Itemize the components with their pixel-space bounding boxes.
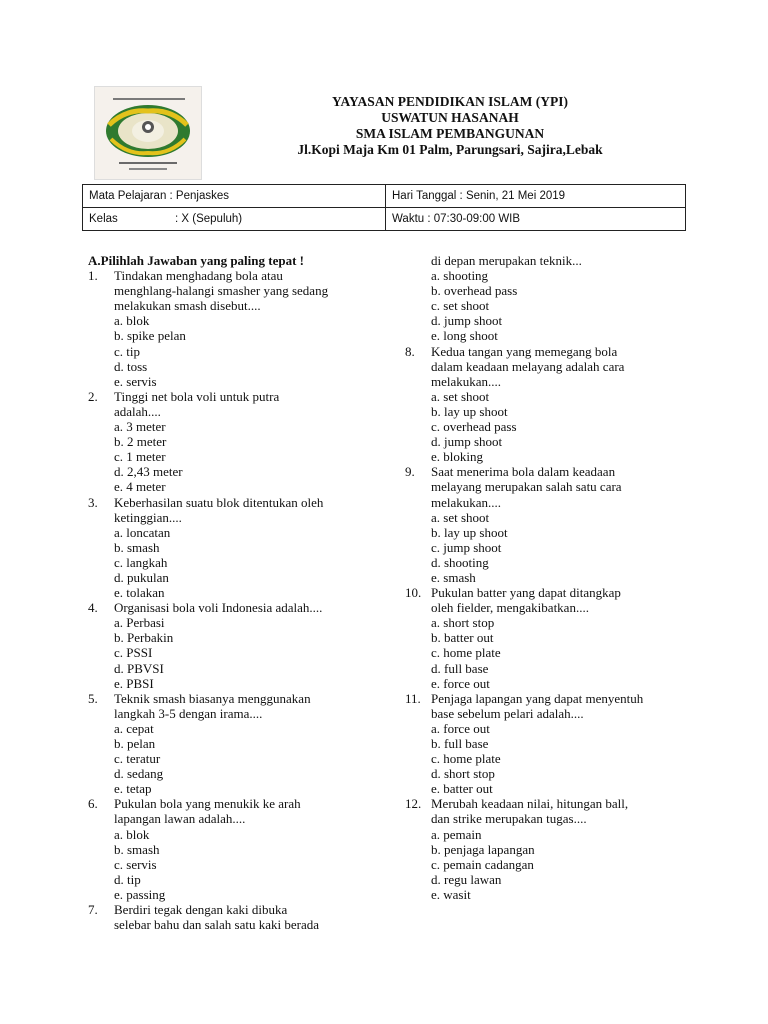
question-text: Saat menerima bola dalam keadaan: [431, 464, 616, 480]
question: [405, 585, 705, 615]
question: [88, 796, 388, 826]
left-column: [88, 253, 388, 932]
answer-option: a. shooting: [431, 268, 489, 284]
question-text: lapangan lawan adalah....: [114, 811, 246, 827]
answer-option: a. blok: [114, 826, 150, 842]
answer-option: a. pemain: [431, 826, 482, 842]
question-number: 5.: [88, 690, 98, 706]
question-text: langkah 3-5 dengan irama....: [114, 705, 263, 721]
answer-option: e. tetap: [114, 781, 152, 797]
answer-option: b. penjaga lapangan: [431, 841, 535, 857]
question: [405, 796, 705, 826]
question-text: melayang merupakan salah satu cara: [431, 479, 622, 495]
answer-option: c. langkah: [114, 554, 168, 570]
question-text: Kedua tangan yang memegang bola: [431, 343, 618, 359]
answer-option: d. tip: [114, 871, 141, 887]
question-text: melakukan....: [431, 373, 502, 389]
question: [88, 495, 388, 525]
answer-option: c. overhead pass: [431, 419, 517, 435]
answer-option: b. lay up shoot: [431, 403, 508, 419]
question-number: 1.: [88, 268, 98, 284]
section-title: A.Pilihlah Jawaban yang paling tepat !: [88, 253, 304, 268]
question-text: di depan merupakan teknik...: [431, 253, 582, 268]
answer-option: d. short stop: [431, 766, 495, 782]
class-cell: [83, 208, 386, 231]
question-text: Berdiri tegak dengan kaki dibuka: [114, 902, 288, 918]
question-number: 9.: [405, 464, 415, 480]
question-text: Pukulan batter yang dapat ditangkap: [431, 585, 621, 601]
question-text: dalam keadaan melayang adalah cara: [431, 358, 625, 374]
answer-option: a. set shoot: [431, 388, 490, 404]
answer-option: d. PBVSI: [114, 660, 164, 676]
answer-option: c. PSSI: [114, 645, 153, 661]
header-address: Jl.Kopi Maja Km 01 Palm, Parungsari, Sajira,Lebak: [297, 142, 603, 157]
answer-option: d. jump shoot: [431, 434, 503, 450]
answer-option: a. Perbasi: [114, 615, 165, 631]
answer-option: a. cepat: [114, 720, 154, 736]
answer-option: c. servis: [114, 856, 157, 872]
header-foundation-name: USWATUN HASANAH: [381, 110, 519, 125]
answer-option: a. short stop: [431, 615, 495, 631]
question-text: menghlang-halangi smasher yang sedang: [114, 283, 329, 299]
answer-option: d. 2,43 meter: [114, 464, 183, 480]
answer-option: b. lay up shoot: [431, 524, 508, 540]
answer-option: c. teratur: [114, 751, 161, 767]
question: [88, 902, 388, 932]
answer-option: d. sedang: [114, 766, 164, 782]
question-number: 2.: [88, 388, 98, 404]
question-text: Pukulan bola yang menukik ke arah: [114, 796, 301, 812]
exam-info-table: [82, 184, 686, 231]
info-row: [83, 185, 686, 208]
question-text: base sebelum pelari adalah....: [431, 705, 584, 721]
question-text: melakukan....: [431, 494, 502, 510]
answer-option: e. wasit: [431, 886, 471, 902]
answer-option: d. regu lawan: [431, 871, 502, 887]
answer-option: b. batter out: [431, 630, 494, 646]
question-number: 4.: [88, 600, 98, 616]
answer-option: d. pukulan: [114, 569, 169, 585]
answer-option: e. long shoot: [431, 328, 498, 344]
answer-option: e. passing: [114, 886, 166, 902]
question-text: adalah....: [114, 403, 161, 419]
answer-option: e. 4 meter: [114, 479, 166, 495]
question-number: 12.: [405, 796, 422, 812]
header-school-name: SMA ISLAM PEMBANGUNAN: [355, 126, 545, 141]
question-number: 3.: [88, 494, 98, 510]
answer-option: a. 3 meter: [114, 419, 166, 435]
question-text: Penjaga lapangan yang dapat menyentuh: [431, 690, 644, 706]
answer-option: c. set shoot: [431, 298, 490, 314]
answer-option: a. set shoot: [431, 509, 490, 525]
answer-option: d. shooting: [431, 554, 489, 570]
question: [88, 600, 388, 615]
answer-option: c. tip: [114, 343, 140, 359]
time-cell: Waktu : 07:30-09:00 WIB: [386, 208, 686, 231]
info-row: [83, 208, 686, 231]
question-text: melakukan smash disebut....: [114, 298, 261, 314]
question-number: 10.: [405, 585, 422, 601]
answer-option: c. home plate: [431, 751, 501, 767]
answer-option: c. 1 meter: [114, 449, 166, 465]
class-label: Kelas: [89, 213, 118, 225]
school-header: [250, 94, 650, 158]
question: [405, 464, 705, 509]
answer-option: a. force out: [431, 720, 490, 736]
question: [405, 691, 705, 721]
question: [405, 344, 705, 389]
question-text: Organisasi bola voli Indonesia adalah....: [114, 600, 323, 616]
question-text: selebar bahu dan salah satu kaki berada: [114, 917, 320, 933]
right-column: [405, 253, 705, 902]
answer-option: d. toss: [114, 358, 148, 374]
answer-option: e. tolakan: [114, 585, 165, 601]
answer-option: c. jump shoot: [431, 539, 502, 555]
school-emblem-icon: [95, 87, 201, 179]
class-value: : X (Sepuluh): [175, 213, 243, 225]
question-text: ketinggian....: [114, 509, 182, 525]
answer-option: c. pemain cadangan: [431, 856, 534, 872]
question-number: 11.: [405, 690, 421, 706]
answer-option: b. 2 meter: [114, 434, 167, 450]
answer-option: e. bloking: [431, 449, 483, 465]
question: [88, 389, 388, 419]
answer-option: d. full base: [431, 660, 489, 676]
question-text: dan strike merupakan tugas....: [431, 811, 587, 827]
question: [88, 691, 388, 721]
header-foundation: YAYASAN PENDIDIKAN ISLAM (YPI): [332, 94, 568, 109]
answer-option: a. blok: [114, 313, 150, 329]
answer-option: e. force out: [431, 675, 490, 691]
school-logo: [94, 86, 202, 180]
answer-option: b. pelan: [114, 736, 156, 751]
question: [88, 268, 388, 313]
question: [405, 253, 705, 268]
answer-option: b. spike pelan: [114, 328, 186, 344]
answer-option: b. overhead pass: [431, 283, 518, 299]
answer-option: a. loncatan: [114, 524, 171, 540]
answer-option: b. Perbakin: [114, 630, 174, 646]
answer-option: e. PBSI: [114, 675, 154, 691]
answer-option: b. smash: [114, 539, 160, 555]
answer-option: e. smash: [431, 569, 476, 585]
question-number: 8.: [405, 343, 415, 359]
question-text: oleh fielder, mengakibatkan....: [431, 600, 589, 616]
answer-option: b. smash: [114, 841, 160, 857]
answer-option: b. full base: [431, 736, 489, 751]
answer-option: e. servis: [114, 373, 157, 389]
question-text: Teknik smash biasanya menggunakan: [114, 690, 311, 706]
question-number: 7.: [88, 902, 98, 918]
answer-option: c. home plate: [431, 645, 501, 661]
question-text: Tindakan menghadang bola atau: [114, 268, 283, 284]
question-number: 6.: [88, 796, 98, 812]
date-cell: Hari Tanggal : Senin, 21 Mei 2019: [386, 185, 686, 208]
question-text: Tinggi net bola voli untuk putra: [114, 388, 280, 404]
subject-cell: Mata Pelajaran : Penjaskes: [83, 185, 386, 208]
answer-option: e. batter out: [431, 781, 493, 797]
answer-option: d. jump shoot: [431, 313, 503, 329]
question-text: Merubah keadaan nilai, hitungan ball,: [431, 796, 629, 812]
question-text: Keberhasilan suatu blok ditentukan oleh: [114, 494, 324, 510]
